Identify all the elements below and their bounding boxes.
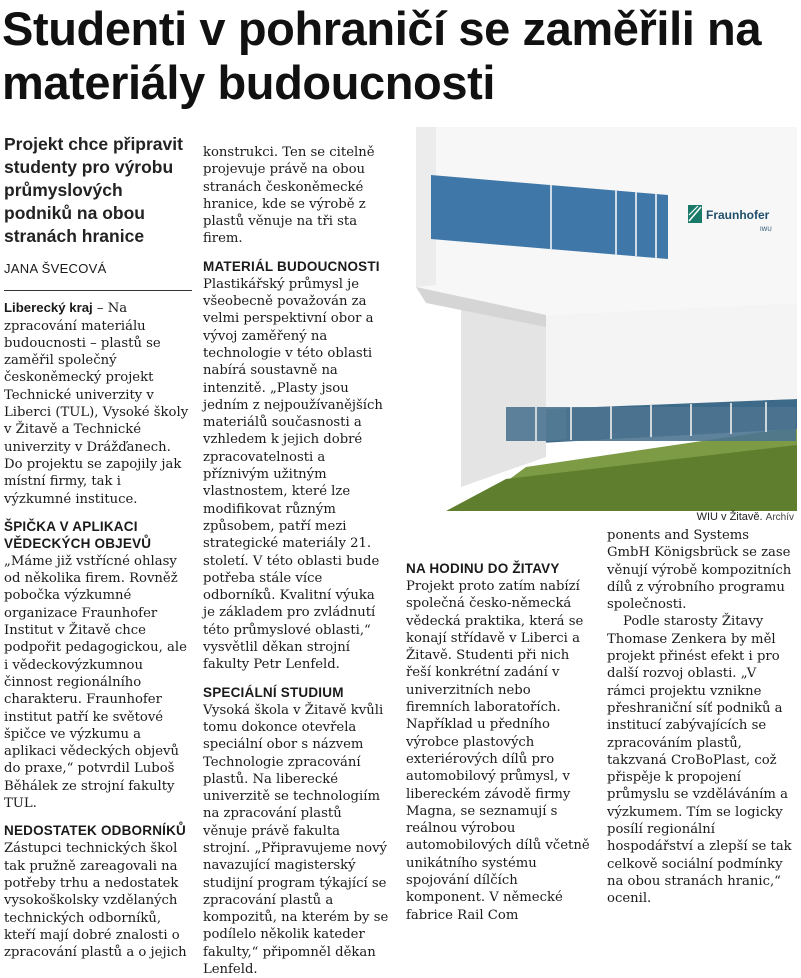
intro-text: – Na zpracování materiálu budoucnosti – plastů se zaměřil společný českoněmecký projekt Technické univerzity v Liberci (TUL), Vysoké školy v Žitavě a Technické univerzity v Drážďanech. Do projektu se zapojily jak místní firmy, tak i výzkumné instituce. <box>4 301 189 507</box>
section-text-starosta: Podle starosty Žitavy Thomase Zenkera by měl projekt přinést efekt i pro další rozvoj oblasti. „V rámci projektu vznikne přeshraniční síť podniků a institucí zabývajících se zpracováním plastů, takzvaná CroBoPlast, což přispěje k propojení průmyslu se vzděláváním a výzkumem. Tím se logicky posílí regionální hospodářství a zlepší se tak celkově sociální podmínky na obou stranách hranic,“ ocenil. <box>607 614 792 907</box>
article-headline: Studenti v pohraničí se zaměřili na materiály budoucnosti <box>2 2 762 109</box>
section-text-nedostatek-cont: konstrukci. Ten se citelně projevuje právě na obou stranách českoněmecké hranice, kde se výrobě z plastů věnuje na tři sta firem. <box>203 145 375 247</box>
byline-divider <box>4 290 192 291</box>
lower-front-block <box>546 303 797 409</box>
section-text-hodinu: Projekt proto zatím nabízí společná česko-německá vědecká praktika, která se konají střídavě v Liberci a Žitavě. Studenti při nich řeší konkrétní zadání v univerzitních nebo firemních laboratořích. Například u předního výrobce plastových exteriérových dílů pro automobilový průmysl, v libereckém závodě firmy Magna, se seznamují s reálnou výrobou automobilových dílů včetně unikátního systému spojování dílčích komponent. V německé fabrice Rail Com <box>406 579 590 923</box>
author-byline: JANA ŠVECOVÁ <box>4 261 107 276</box>
building-sign-text: Fraunhofer <box>706 208 770 222</box>
intro-paragraph <box>4 299 192 508</box>
column-3 <box>406 560 594 924</box>
section-text-hodinu-cont: ponents and Systems GmbH Königsbrück se zase věnují výrobě kompozitních dílů z výrobního programu společnosti. <box>607 528 792 613</box>
section-heading-hodinu: NA HODINU DO ŽITAVY <box>406 561 560 576</box>
photo-credit: Archív <box>765 512 794 523</box>
dateline-place: Liberecký kraj <box>4 300 93 316</box>
column-1 <box>4 133 192 961</box>
building-illustration <box>406 127 797 511</box>
fraunhofer-logo-icon <box>688 205 702 223</box>
column-2 <box>203 144 390 978</box>
section-text-material: Plastikářský průmysl je všeobecně považován za velmi perspektivní obor a vývoj zaměřený na technologie v této oblasti nabírá soustavně na intenzitě. „Plasty jsou jedním z nejpoužívanějších materiálů současnosti a vzhledem k jejich dobré zpracovatelnosti a příznivým užitným vlastnostem, které lze modifikovat různým způsobem, patří mezi strategické materiály 21. století. V této oblasti bude potřeba stále více odborníků. Kvalitní výuka je základem pro zvládnutí této průmyslové oblasti,“ vysvětlil děkan strojní fakulty Petr Lenfeld. <box>203 276 383 673</box>
section-text-studium: Vysoká škola v Žitavě kvůli tomu dokonce otevřela speciální obor s názvem Technologie zpracování plastů. Na liberecké univerzitě se technologiím na zpracování plastů věnuje právě fakulta strojní. „Připravujeme nový navazující magisterský studijní program týkající se zpracování plastů a kompozitů, na kterém by se podílelo několik kateder fakulty,“ připomněl děkan Lenfeld. <box>203 702 389 978</box>
section-heading-material: MATERIÁL BUDOUCNOSTI <box>203 258 380 274</box>
section-heading-studium: SPECIÁLNÍ STUDIUM <box>203 684 344 700</box>
section-heading-nedostatek: NEDOSTATEK ODBORNÍKŮ <box>4 823 186 839</box>
column-4 <box>607 527 795 908</box>
section-text-nedostatek: Zástupci technických škol tak pružně zareagovali na potřeby trhu a nedostatek vysokoškolsky vzdělaných technických odborníků, kteří mají dobré znalosti o zpracování plastů a o jejich <box>4 841 187 961</box>
building-sign-subtext: IWU <box>760 227 772 233</box>
article-lead: Projekt chce připravit studenty pro výrobu průmyslových podniků na obou stranách hranice <box>4 134 183 246</box>
caption-text: WIU v Žitavě. <box>696 511 763 523</box>
photo-caption <box>406 511 794 527</box>
article-photo <box>406 127 797 511</box>
section-heading-spicka: ŠPIČKA V APLIKACI VĚDECKÝCH OBJEVŮ <box>4 518 152 551</box>
section-text-spicka: „Máme již vstřícné ohlasy od několika firem. Rovněž pobočka výzkumné organizace Fraunhofer Institut v Žitavě chce podpořit pedagogickou, ale i vědeckovýzkumnou činnost regionálního charakteru. Fraunhofer institut patří ke světové špičce ve výzkumu a aplikaci vědeckých objevů do praxe,“ potvrdil Luboš Běhálek ze strojní fakulty TUL. <box>4 553 187 812</box>
